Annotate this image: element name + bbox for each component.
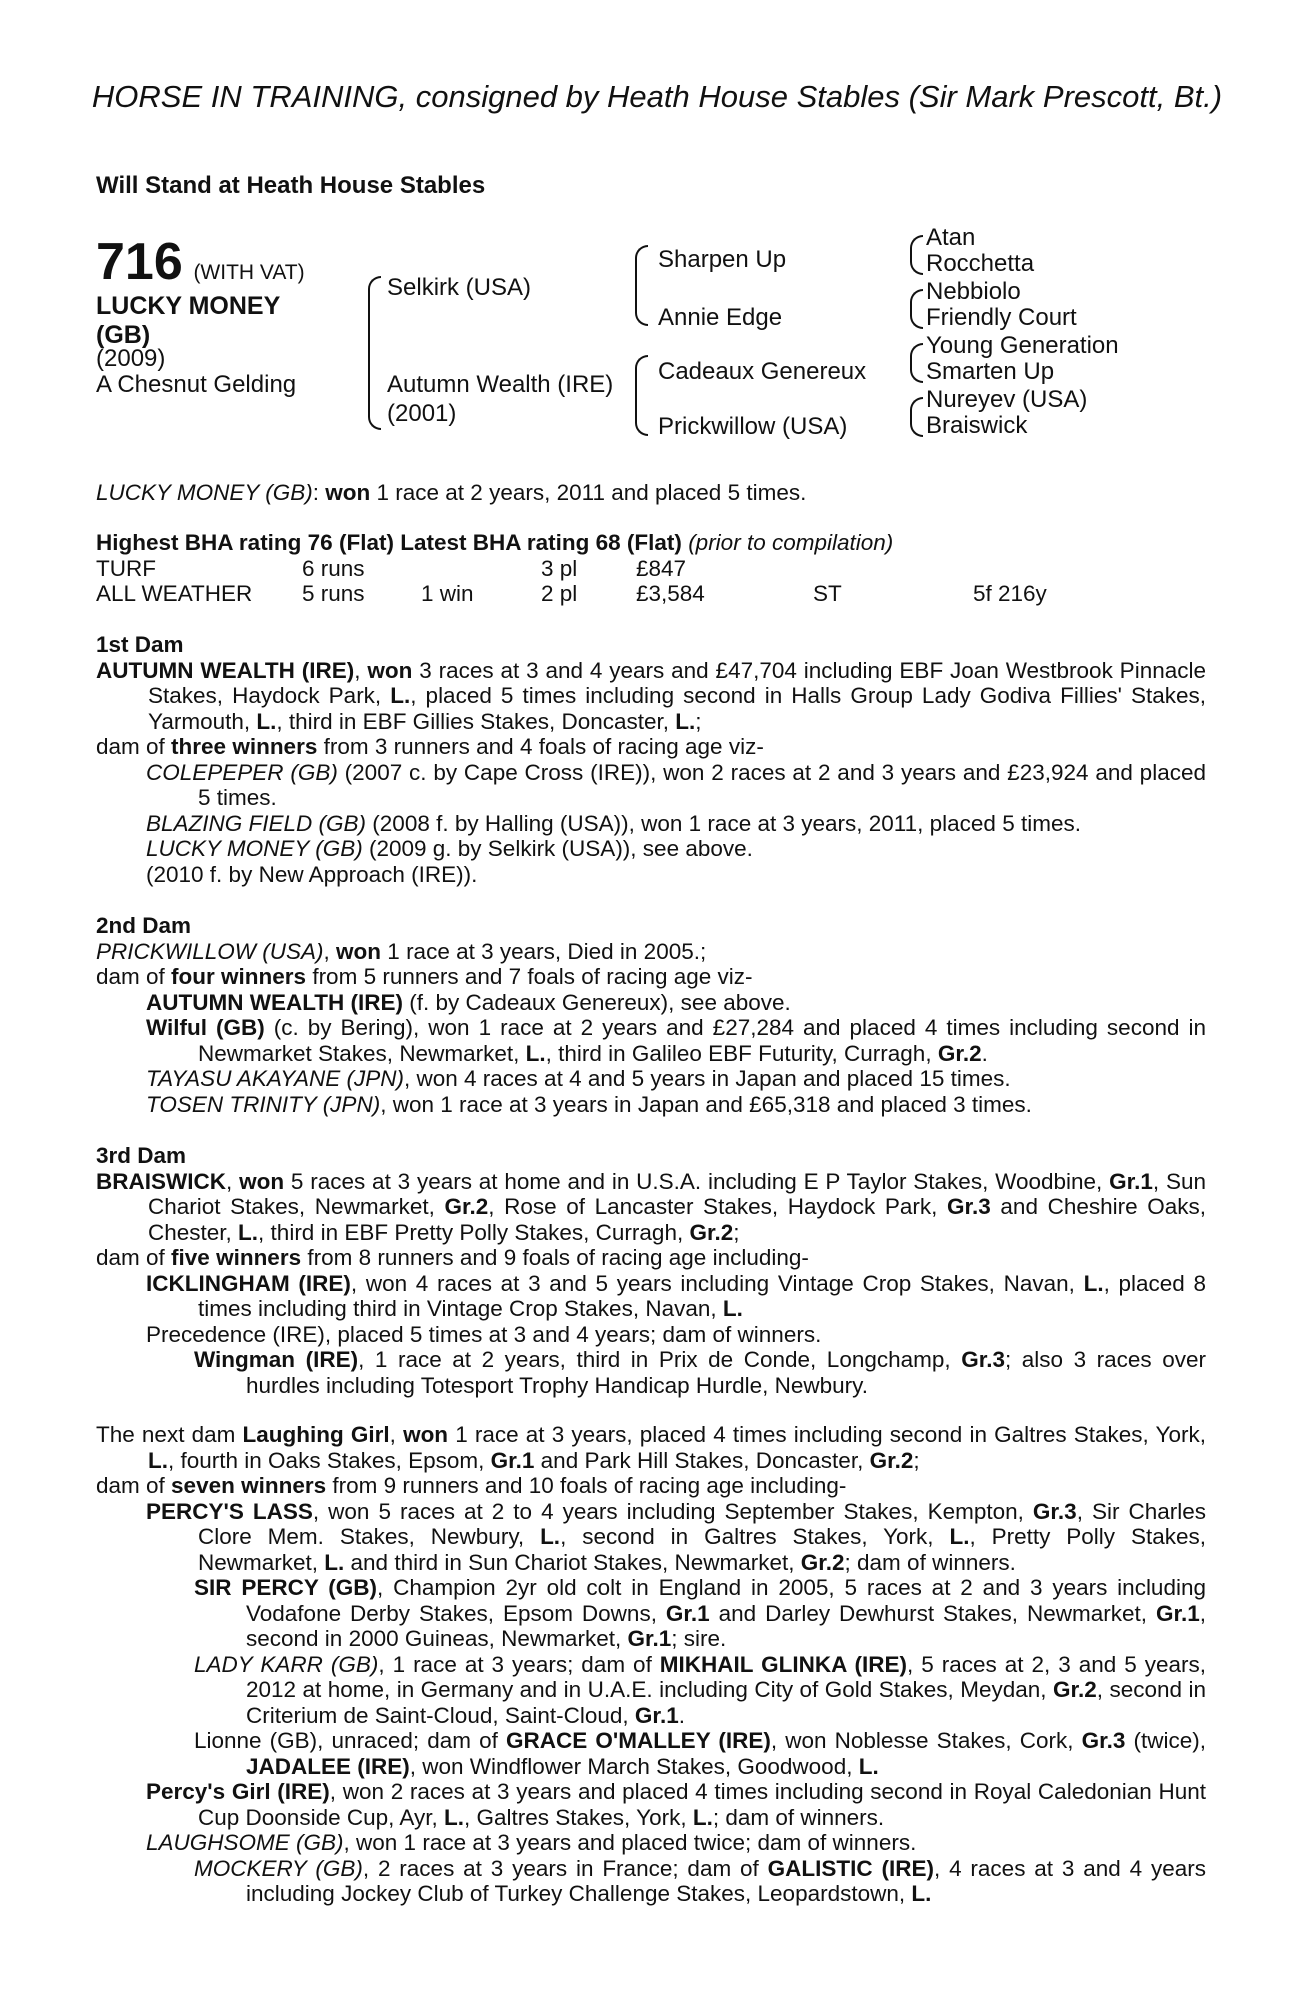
section-heading: 1st Dam <box>96 632 184 657</box>
ancestor-young-generation: Young Generation <box>926 332 1119 359</box>
next-dam-section <box>96 1422 1206 1907</box>
lot-number-value: 716 <box>96 233 183 291</box>
dam: Autumn Wealth (IRE) <box>387 371 614 398</box>
produce-summary: dam of three winners from 3 runners and 4 foals of racing age viz- <box>96 734 764 759</box>
turf-record: TURF 6 runs 3 pl £847 <box>96 555 687 581</box>
produce-entry: LADY KARR (GB), 1 race at 3 years; dam of MIKHAIL GLINKA (IRE), 5 races at 2, 3 and 5 years, 2012 at home, in Germany and in U.A.E. including City of Gold Stakes, Meydan, Gr.2, second in Criterium de Saint-Cloud, Saint-Cloud, Gr.1. <box>194 1651 1206 1728</box>
all-weather-record: ALL WEATHER 5 runs 1 win 2 pl £3,584 ST 5f 216y <box>96 581 1047 606</box>
granddam: Annie Edge <box>658 304 783 331</box>
dam-record: BRAISWICK, won 5 races at 3 years at home and in U.S.A. including E P Taylor Stakes, Woodbine, Gr.1, Sun Chariot Stakes, Newmarket, Gr.2, Rose of Lancaster Stakes, Haydock Park, Gr.3 and Cheshire Oaks, Chester, L., third in EBF Pretty Polly Stakes, Curragh, Gr.2; <box>96 1168 1207 1245</box>
horse-year: (2009) <box>96 345 166 372</box>
produce-entry: LUCKY MONEY (GB) (2009 g. by Selkirk (USA)), see above. <box>146 836 753 861</box>
produce-entry: Wilful (GB) (c. by Bering), won 1 race at 2 years and £27,284 and placed 4 times including second in Newmarket Stakes, Newmarket, L., third in Galileo EBF Futurity, Curragh, Gr.2. <box>146 1015 1206 1066</box>
produce-entry: SIR PERCY (GB), Champion 2yr old colt in England in 2005, 5 races at 2 and 3 years including Vodafone Derby Stakes, Epsom Downs, Gr.1 and Darley Dewhurst Stakes, Newmarket, Gr.1, second in 2000 Guineas, Newmarket, Gr.1; sire. <box>194 1575 1206 1651</box>
pedigree-table <box>0 224 1314 458</box>
dam-record: PRICKWILLOW (USA), won 1 race at 3 years, Died in 2005.; <box>96 938 707 964</box>
ggs-brace-4 <box>910 397 923 437</box>
bha-ratings: Highest BHA rating 76 (Flat) Latest BHA rating 68 (Flat) (prior to compilation) <box>96 530 894 555</box>
ancestor-atan: Atan <box>926 224 976 251</box>
sire: Selkirk (USA) <box>387 274 532 301</box>
ancestor-smarten-up: Smarten Up <box>926 358 1055 385</box>
produce-entry: Precedence (IRE), placed 5 times at 3 and 4 years; dam of winners. <box>146 1321 822 1347</box>
produce-entry: (2010 f. by New Approach (IRE)). <box>146 861 478 887</box>
third-dam-section <box>96 1143 1206 1398</box>
produce-summary: dam of seven winners from 9 runners and 10 foals of racing age including- <box>96 1473 847 1498</box>
produce-entry: TAYASU AKAYANE (JPN), won 4 races at 4 and 5 years in Japan and placed 15 times. <box>146 1066 1011 1091</box>
produce-entry: Wingman (IRE), 1 race at 2 years, third in Prix de Conde, Longchamp, Gr.3; also 3 races over hurdles including Totesport Trophy Handicap Hurdle, Newbury. <box>194 1347 1207 1398</box>
horse-description: A Chesnut Gelding <box>96 371 297 398</box>
section-heading: 2nd Dam <box>96 913 192 938</box>
ancestor-rocchetta: Rocchetta <box>926 250 1035 277</box>
ancestor-nebbiolo: Nebbiolo <box>926 278 1021 305</box>
dam-year: (2001) <box>387 400 457 427</box>
ggs-brace-1 <box>910 235 923 275</box>
section-heading: 3rd Dam <box>96 1143 187 1168</box>
sire-parents-brace <box>635 245 648 326</box>
dam-record: AUTUMN WEALTH (IRE), won 3 races at 3 and 4 years and £47,704 including EBF Joan Westbrook Pinnacle Stakes, Haydock Park, L., placed 5 times including second in Halls Group Lady Godiva Fillies' Stakes, Yarmouth, L., third in EBF Gillies Stakes, Doncaster, L.; <box>96 657 1206 734</box>
sire-dam-brace <box>368 276 381 430</box>
dam-dam: Prickwillow (USA) <box>658 413 848 440</box>
horse-name: LUCKY MONEY (GB) <box>96 292 280 349</box>
produce-summary: dam of four winners from 5 runners and 7 foals of racing age viz- <box>96 964 753 989</box>
grandsire: Sharpen Up <box>658 246 787 273</box>
produce-entry: BLAZING FIELD (GB) (2008 f. by Halling (USA)), won 1 race at 3 years, 2011, placed 5 times. <box>146 810 1081 836</box>
ancestor-braiswick: Braiswick <box>926 412 1028 439</box>
dam-record: The next dam Laughing Girl, won 1 race at 3 years, placed 4 times including second in Galtres Stakes, York, L., fourth in Oaks Stakes, Epsom, Gr.1 and Park Hill Stakes, Doncaster, Gr.2; <box>96 1422 1206 1473</box>
dam-sire: Cadeaux Genereux <box>658 358 867 385</box>
produce-entry: MOCKERY (GB), 2 races at 3 years in France; dam of GALISTIC (IRE), 4 races at 3 and 4 years including Jockey Club of Turkey Challenge Stakes, Leopardstown, L. <box>194 1855 1206 1906</box>
ggs-brace-2 <box>910 289 923 329</box>
first-dam-section <box>96 632 1206 887</box>
produce-entry: LAUGHSOME (GB), won 1 race at 3 years and placed twice; dam of winners. <box>146 1830 917 1855</box>
produce-entry: Lionne (GB), unraced; dam of GRACE O'MALLEY (IRE), won Noblesse Stakes, Cork, Gr.3 (twice), JADALEE (IRE), won Windflower March Stakes, Goodwood, L. <box>194 1728 1206 1779</box>
produce-entry: TOSEN TRINITY (JPN), won 1 race at 3 years in Japan and £65,318 and placed 3 times. <box>146 1091 1032 1117</box>
race-summary: LUCKY MONEY (GB): won 1 race at 2 years, 2011 and placed 5 times. <box>96 480 807 505</box>
produce-entry: Percy's Girl (IRE), won 2 races at 3 years and placed 4 times including second in Royal Caledonian Hunt Cup Doonside Cup, Ayr, L., Galtres Stakes, York, L.; dam of winners. <box>146 1779 1206 1830</box>
produce-entry: AUTUMN WEALTH (IRE) (f. by Cadeaux Genereux), see above. <box>146 989 791 1015</box>
ancestor-nureyev: Nureyev (USA) <box>926 386 1088 413</box>
produce-summary: dam of five winners from 8 runners and 9 foals of racing age including- <box>96 1245 809 1270</box>
second-dam-section <box>96 913 1206 1117</box>
produce-entry: PERCY'S LASS, won 5 races at 2 to 4 years including September Stakes, Kempton, Gr.3, Sir Charles Clore Mem. Stakes, Newbury, L., second in Galtres Stakes, York, L., Pretty Polly Stakes, Newmarket, L. and third in Sun Chariot Stakes, Newmarket, Gr.2; dam of winners. <box>146 1498 1207 1575</box>
ancestor-friendly-court: Friendly Court <box>926 304 1077 331</box>
page-title: HORSE IN TRAINING, consigned by Heath House Stables (Sir Mark Prescott, Bt.) <box>91 79 1223 114</box>
vat-note: (WITH VAT) <box>193 261 305 284</box>
produce-entry: ICKLINGHAM (IRE), won 4 races at 3 and 5 years including Vintage Crop Stakes, Navan, L., placed 8 times including third in Vintage Crop Stakes, Navan, L. <box>146 1270 1206 1321</box>
stand-note: Will Stand at Heath House Stables <box>96 172 486 199</box>
lot-number <box>96 232 305 292</box>
dam-parents-brace <box>635 355 648 436</box>
produce-entry: COLEPEPER (GB) (2007 c. by Cape Cross (IRE)), won 2 races at 2 and 3 years and £23,924 and placed 5 times. <box>146 759 1206 810</box>
ggs-brace-3 <box>910 343 923 383</box>
ratings-block <box>96 530 1206 607</box>
